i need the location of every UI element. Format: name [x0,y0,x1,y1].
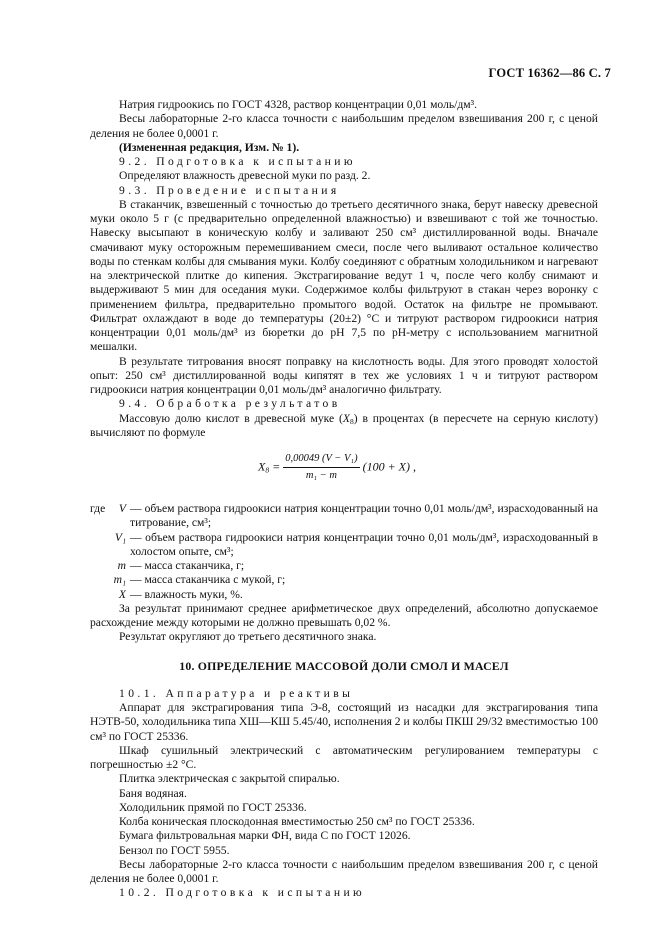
definition-symbol: m₁ [113,573,126,587]
text: ) в процентах (в пересчете на серную кислоту) вычисляют по формуле [90,411,598,439]
document-body [90,98,598,901]
definition-text: — масса стаканчика с мукой, г; [130,573,286,587]
paragraph [90,412,598,441]
formula-tail: (100 + X) , [362,459,416,474]
formula [90,446,598,492]
definition-text: — масса стаканчика, г; [130,559,245,572]
paragraph: Плитка электрическая с закрытой спиралью. [119,772,340,786]
definition-symbol: m [117,559,126,572]
page-header: ГОСТ 16362—86 С. 7 [488,66,611,80]
paragraph: В результате титрования вносят поправку на кислотность воды. Для этого проводят холостой опыт: 250 см³ дистиллированной воды кипятят в тех же условиях 1 ч и титруют раствором гидроокиси натрия концентрации 0,01 моль/дм³ аналогично фильтрату. [90,354,598,396]
paragraph: Холодильник прямой по ГОСТ 25336. [119,800,307,814]
formula-fraction [283,452,359,484]
subsection-heading: 10.2. Подготовка к испытанию [119,886,366,900]
paragraph: Колба коническая плоскодонная вместимостью 250 см³ по ГОСТ 25336. [119,815,475,828]
paragraph: Весы лабораторные 2-го класса точности с наибольшим пределом взвешивания 200 г, с ценой деления не более 0,0001 г. [90,857,598,885]
where-label: где [90,502,106,515]
subsection-heading: 9.2. Подготовка к испытанию [119,155,356,168]
symbol: X [342,411,350,425]
definition-text: — влажность муки, %. [130,587,243,601]
definition-row [90,502,598,531]
formula-eq: = [269,459,284,474]
definition-text: — объем раствора гидроокиси натрия концентрации точно 0,01 моль/дм³, израсходованный в холостом опыте, см³; [130,530,598,558]
paragraph: Баня водяная. [119,786,187,800]
text: Массовую долю кислот в древесной муке ( [119,411,343,425]
formula-lhs-sub: 8 [265,465,270,475]
definition-row [90,559,598,573]
paragraph: Бензол по ГОСТ 5955. [119,843,230,857]
formula-numerator: 0,00049 (V − V₁) [283,452,359,468]
definition-symbol: V [118,502,126,515]
definition-symbol: X [118,587,126,601]
paragraph: Бумага фильтровальная марки ФН, вида С по ГОСТ 12026. [119,829,411,843]
paragraph: Натрия гидроокись по ГОСТ 4328, раствор концентрации 0,01 моль/дм³. [119,98,477,111]
formula-lhs: X [258,459,266,474]
paragraph: Аппарат для экстрагирования типа Э-8, состоящий из насадки для экстрагирования типа НЭТВ-50, холодильника типа ХШ—КШ 5.45/40, исполнения 2 и колбы ПКШ 29/32 вместимостью 100 см³ по ГОСТ 25336. [90,701,599,743]
paragraph: Весы лабораторные 2-го класса точности с наибольшим пределом взвешивания 200 г, с ценой деления не более 0,0001 г. [90,112,598,140]
formula-expression [258,452,416,484]
definition-symbol: V₁ [114,530,126,544]
paragraph: Определяют влажность древесной муки по разд. 2. [119,169,371,183]
formula-denominator: m₁ − m [305,470,337,482]
section-title: 10. ОПРЕДЕЛЕНИЕ МАССОВОЙ ДОЛИ СМОЛ И МАСЕЛ [179,658,509,673]
subscript: 8 [349,416,354,426]
paragraph: Результат округляют до третьего десятичного знака. [119,630,377,644]
paragraph: Шкаф сушильный электрический с автоматическим регулированием температуры с погрешностью ±2 °С. [90,743,598,771]
definition-row [90,573,598,587]
subsection-heading: 9.3. Проведение испытания [119,183,340,197]
amendment-note: (Измененная редакция, Изм. № 1). [119,140,300,154]
subsection-heading: 10.1. Аппаратура и реактивы [119,686,354,700]
subsection-heading: 9.4. Обработка результатов [119,397,341,411]
definition-text: — объем раствора гидроокиси натрия концентрации точно 0,01 моль/дм³, израсходованный на титрование, см³; [130,502,598,530]
paragraph: За результат принимают среднее арифметическое двух определений, абсолютно допускаемое расхождение между которыми не должно превышать 0,02 %. [90,601,598,629]
paragraph: В стаканчик, взвешенный с точностью до третьего десятичного знака, берут навеску древесной муки около 5 г (с предварительно определенной влажностью) и взвешивают с той же точностью. Навеску высыпают в коническую колбу и заливают 250 см³ дистиллированной воды. Вначале смачивают муку осторожным перемешиванием смеси, после чего выливают остальное количество воды по стенкам колбы для смывания муки. Колбу соединяют с обратным холодильником и нагревают на электрической плитке до кипения. Экстрагирование ведут 1 ч, после чего колбу снимают и выдерживают 5 мин для оседания муки. Содержимое колбы фильтруют в стакан через воронку с применением фильтра, предварительно промытого водой. Остаток на фильтре не промывают. Фильтрат охлаждают в воде до температуры (20±2) °С и титруют раствором гидроокиси натрия концентрации 0,01 моль/дм³ из бюретки до pH 7,5 по pH-метру с использованием магнитной мешалки. [90,197,598,354]
definition-row [90,531,598,560]
definition-row [90,588,598,602]
